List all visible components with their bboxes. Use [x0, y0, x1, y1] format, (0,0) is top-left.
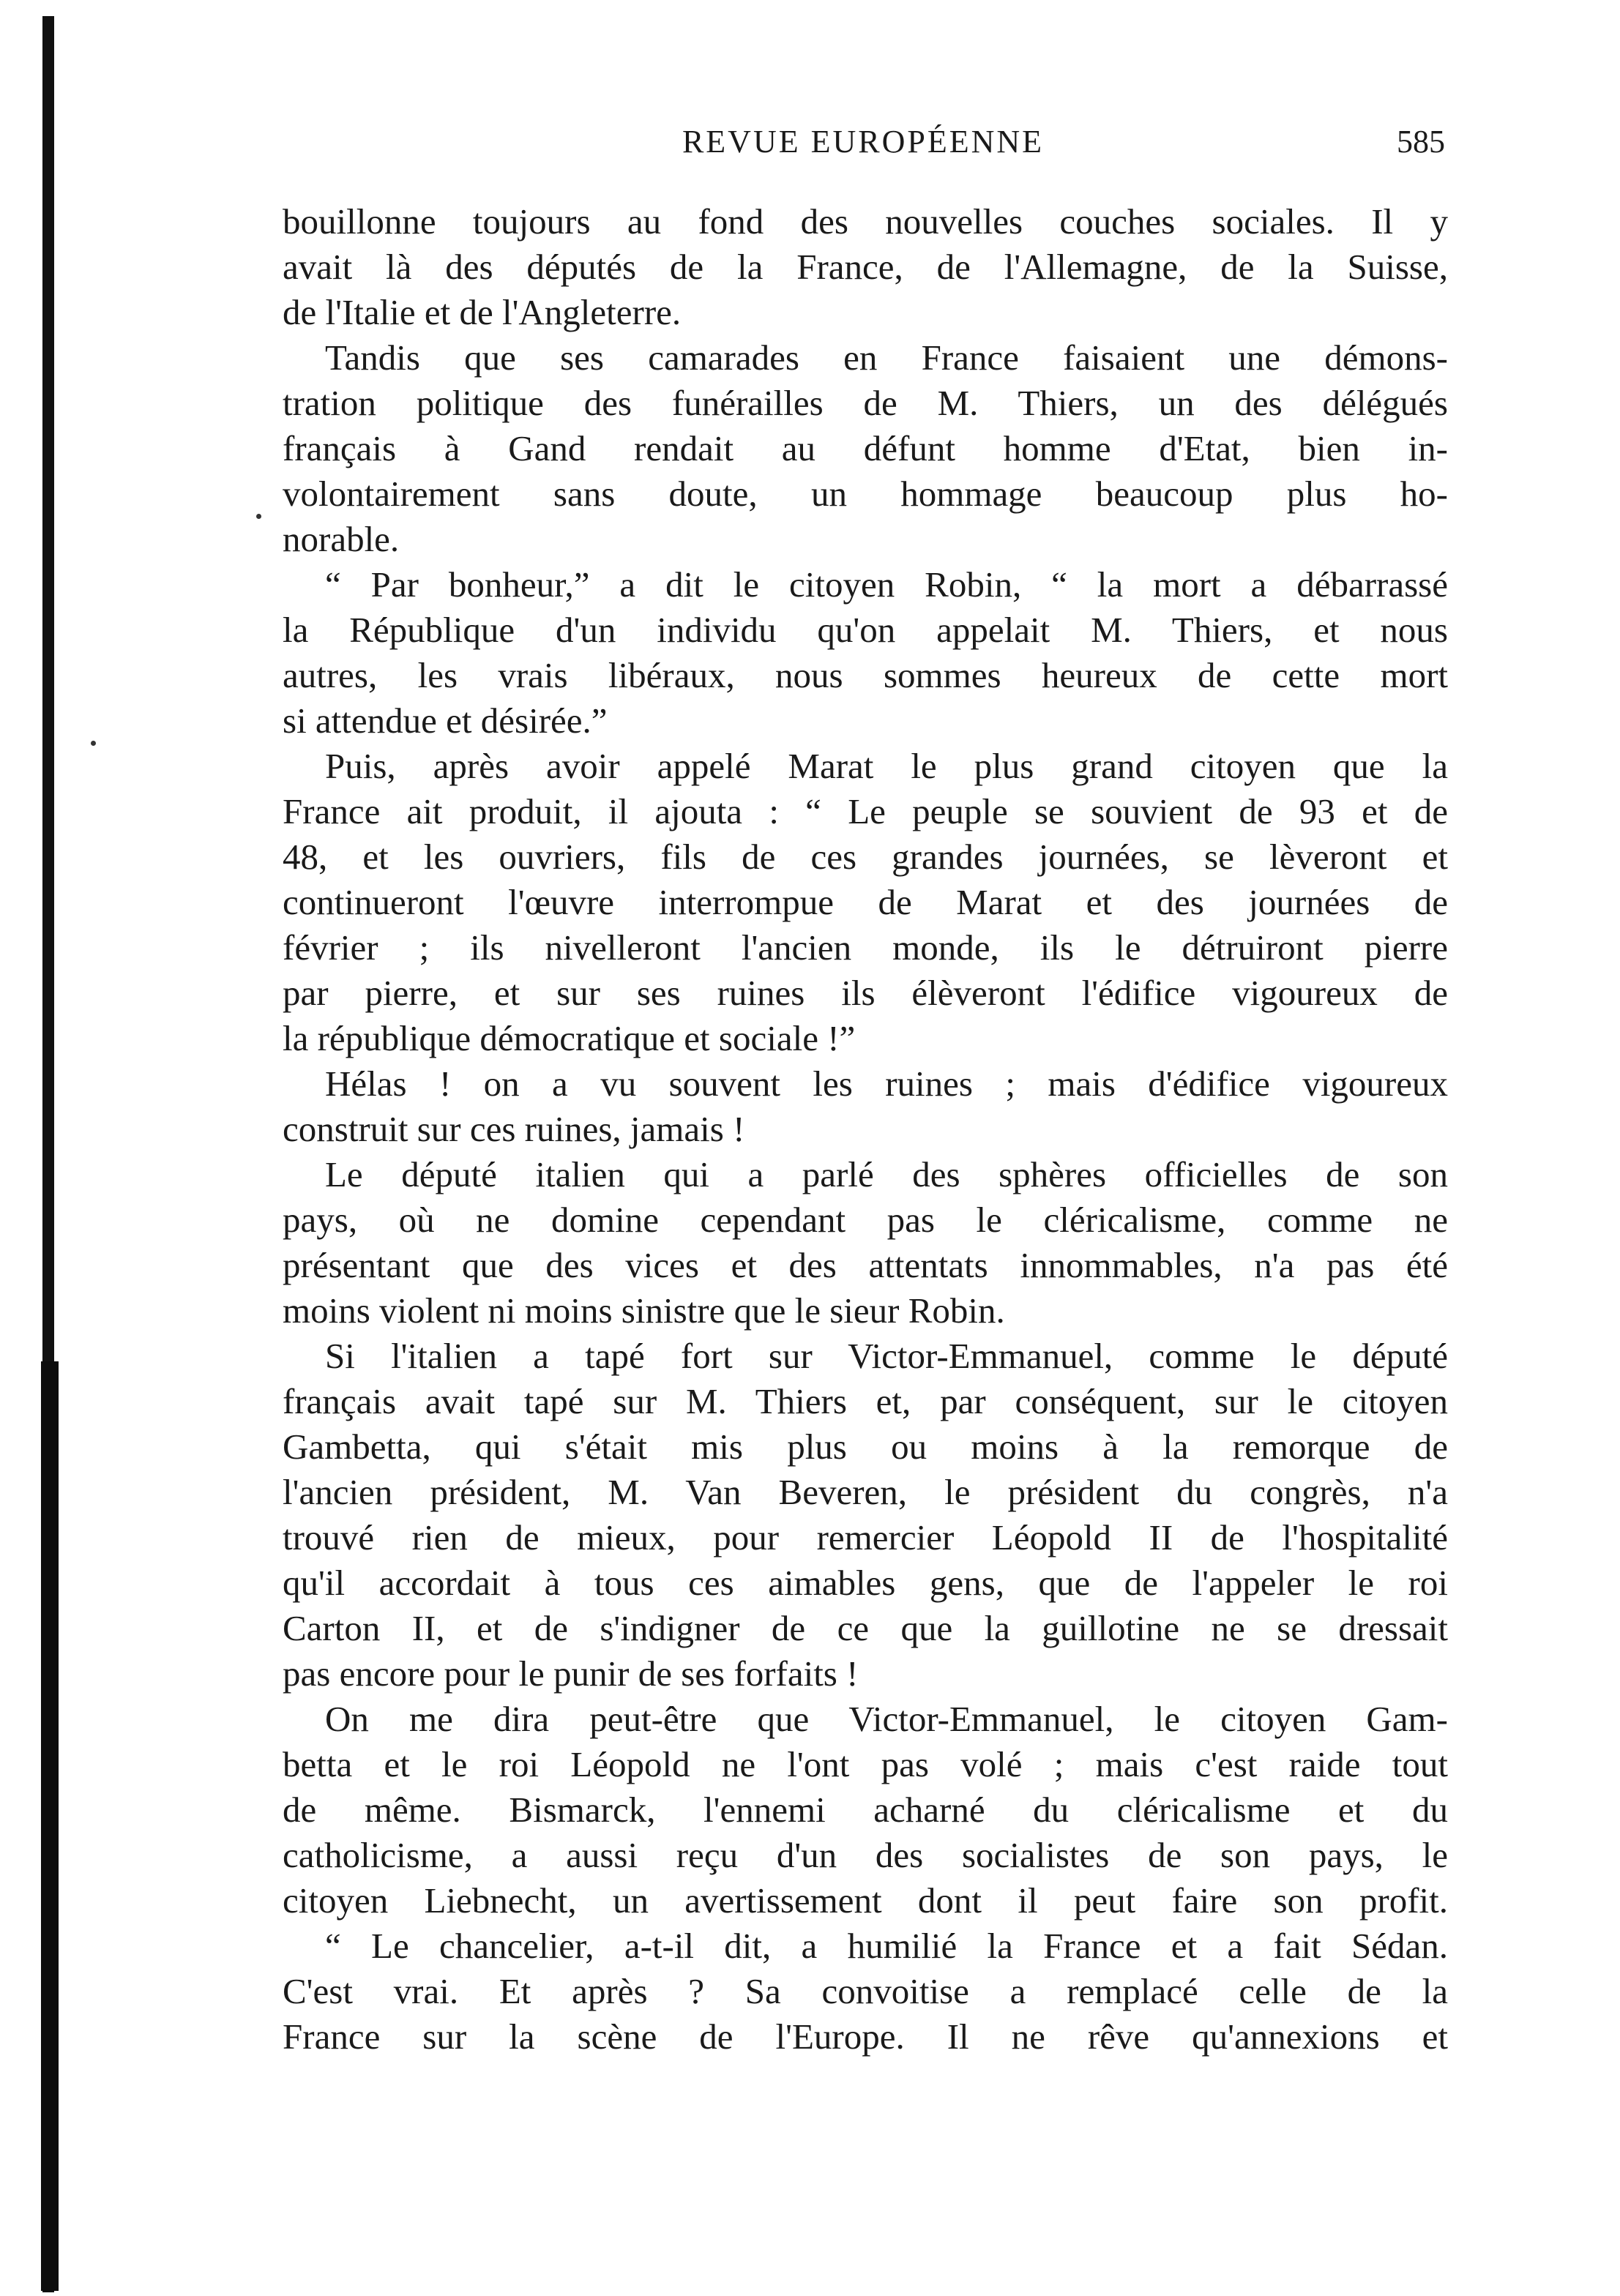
text-line: Puis, après avoir appelé Marat le plus grand citoyen que la — [325, 746, 1448, 786]
body-text — [283, 199, 1448, 2060]
text-line: Tandis que ses camarades en France faisaient une démons- — [325, 337, 1448, 378]
text-line: qu'il accordait à tous ces aimables gens, que de l'appeler le roi — [283, 1563, 1448, 1603]
text-line: avait là des députés de la France, de l'Allemagne, de la Suisse, — [283, 247, 1448, 287]
text-line: volontairement sans doute, un hommage beaucoup plus ho- — [283, 474, 1448, 514]
text-line: pays, où ne domine cependant pas le cléricalisme, comme ne — [283, 1200, 1448, 1240]
text-line: catholicisme, a aussi reçu d'un des socialistes de son pays, le — [283, 1835, 1448, 1875]
text-line: betta et le roi Léopold ne l'ont pas volé ; mais c'est raide tout — [283, 1744, 1448, 1784]
page-binding-shadow — [41, 1361, 59, 2291]
text-line: de même. Bismarck, l'ennemi acharné du cléricalisme et du — [283, 1790, 1448, 1830]
text-line: continueront l'œuvre interrompue de Marat et des journées de — [283, 882, 1448, 922]
text-line: si attendue et désirée.” — [283, 700, 608, 741]
text-line: février ; ils nivelleront l'ancien monde, ils le détruiront pierre — [283, 927, 1448, 968]
text-line: moins violent ni moins sinistre que le sieur Robin. — [283, 1290, 1005, 1331]
text-line: trouvé rien de mieux, pour remercier Léopold II de l'hospitalité — [283, 1517, 1448, 1558]
running-head: REVUE EUROPÉENNE — [682, 124, 1045, 160]
page-header — [281, 123, 1445, 167]
text-line: Carton II, et de s'indigner de ce que la guillotine ne se dressait — [283, 1608, 1448, 1648]
text-line: la république démocratique et sociale !” — [283, 1018, 856, 1058]
text-line: autres, les vrais libéraux, nous sommes heureux de cette mort — [283, 655, 1448, 695]
text-line: On me dira peut-être que Victor-Emmanuel, le citoyen Gam- — [325, 1699, 1448, 1739]
text-line: France sur la scène de l'Europe. Il ne rêve qu'annexions et — [283, 2016, 1448, 2057]
text-line: présentant que des vices et des attentats innommables, n'a pas été — [283, 1245, 1448, 1285]
text-line: construit sur ces ruines, jamais ! — [283, 1109, 745, 1149]
text-line: tration politique des funérailles de M. Thiers, un des délégués — [283, 383, 1448, 423]
text-line: France ait produit, il ajouta : “ Le peuple se souvient de 93 et de — [283, 791, 1448, 831]
text-line: bouillonne toujours au fond des nouvelles couches sociales. Il y — [283, 201, 1448, 242]
text-line: par pierre, et sur ses ruines ils élèveront l'édifice vigoureux de — [283, 973, 1448, 1013]
text-line: pas encore pour le punir de ses forfaits ! — [283, 1653, 859, 1694]
text-line: Le député italien qui a parlé des sphères officielles de son — [325, 1154, 1448, 1194]
text-line: 48, et les ouvriers, fils de ces grandes journées, se lèveront et — [283, 837, 1448, 877]
text-line: “ Le chancelier, a-t-il dit, a humilié la France et a fait Sédan. — [325, 1926, 1448, 1966]
text-line: Gambetta, qui s'était mis plus ou moins à la remorque de — [283, 1426, 1448, 1467]
text-line: l'ancien président, M. Van Beveren, le président du congrès, n'a — [283, 1472, 1448, 1512]
margin-mark — [91, 741, 96, 746]
text-line: “ Par bonheur,” a dit le citoyen Robin, “ la mort a débarrassé — [325, 564, 1448, 605]
page-number: 585 — [1397, 124, 1445, 160]
text-line: Si l'italien a tapé fort sur Victor-Emmanuel, comme le député — [325, 1336, 1448, 1376]
text-line: français avait tapé sur M. Thiers et, par conséquent, sur le citoyen — [283, 1381, 1448, 1421]
text-line: norable. — [283, 519, 400, 559]
text-line: de l'Italie et de l'Angleterre. — [283, 292, 682, 332]
text-line: C'est vrai. Et après ? Sa convoitise a remplacé celle de la — [283, 1971, 1448, 2011]
text-line: la République d'un individu qu'on appelait M. Thiers, et nous — [283, 610, 1448, 650]
text-line: Hélas ! on a vu souvent les ruines ; mais d'édifice vigoureux — [325, 1063, 1448, 1104]
text-line: citoyen Liebnecht, un avertissement dont il peut faire son profit. — [283, 1880, 1448, 1921]
text-line: français à Gand rendait au défunt homme d'Etat, bien in- — [283, 428, 1448, 468]
margin-mark — [256, 514, 261, 519]
